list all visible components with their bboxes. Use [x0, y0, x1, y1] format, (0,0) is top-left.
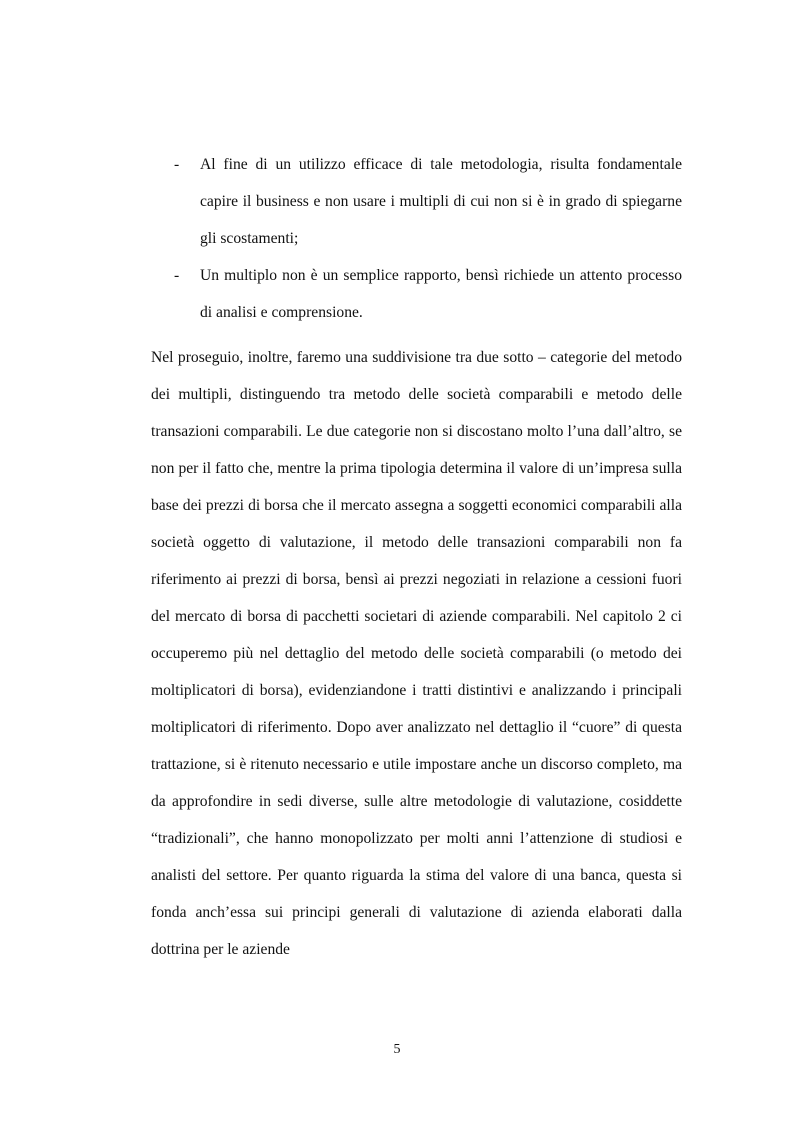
page-number: 5 [393, 1042, 401, 1057]
bullet-item [174, 146, 682, 257]
bullet-text: Al fine di un utilizzo efficace di tale metodologia, risulta fondamentale capire il business e non usare i multipli di cui non si è in grado di spiegarne gli scostamenti; [200, 156, 682, 247]
bullet-item [174, 257, 682, 331]
bullet-marker: - [174, 156, 180, 173]
bullet-text: Un multiplo non è un semplice rapporto, bensì richiede un attento processo di analisi e comprensione. [200, 267, 682, 321]
bullet-list [174, 146, 682, 331]
body-paragraph: Nel proseguio, inoltre, faremo una suddivisione tra due sotto – categorie del metodo dei multipli, distinguendo tra metodo delle società comparabili e metodo delle transazioni comparabili. Le due categorie non si discostano molto l’una dall’altro, se non per il fatto che, mentre la prima tipologia determina il valore di un’impresa sulla base dei prezzi di borsa che il mercato assegna a soggetti economici comparabili alla società oggetto di valutazione, il metodo delle transazioni comparabili non fa riferimento ai prezzi di borsa, bensì ai prezzi negoziati in relazione a cessioni fuori del mercato di borsa di pacchetti societari di aziende comparabili. Nel capitolo 2 ci occuperemo più nel dettaglio del metodo delle società comparabili (o metodo dei moltiplicatori di borsa), evidenziandone i tratti distintivi e analizzando i principali moltiplicatori di riferimento. Dopo aver analizzato nel dettaglio il “cuore” di questa trattazione, si è ritenuto necessario e utile impostare anche un discorso completo, ma da approfondire in sedi diverse, sulle altre metodologie di valutazione, cosiddette “tradizionali”, che hanno monopolizzato per molti anni l’attenzione di studiosi e analisti del settore. Per quanto riguarda la stima del valore di una banca, questa si fonda anch’essa sui principi generali di valutazione di azienda elaborati dalla dottrina per le aziende [151, 349, 682, 958]
bullet-marker: - [174, 267, 180, 284]
